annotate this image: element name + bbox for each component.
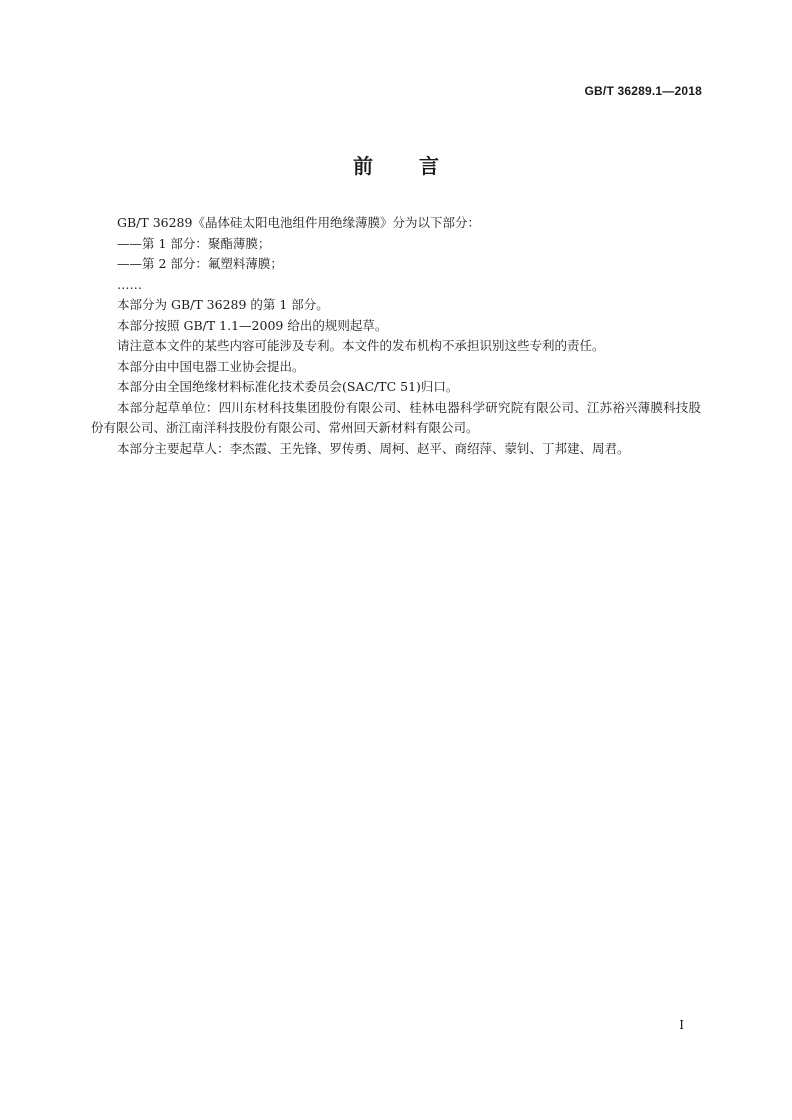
title-char-2: 言 [419, 154, 439, 178]
paragraph-committee: 本部分由全国绝缘材料标准化技术委员会(SAC/TC 51)归口。 [117, 379, 459, 394]
list-item-part-1: ——第 1 部分：聚酯薄膜； [117, 235, 271, 251]
paragraph-drafting-units: 本部分起草单位：四川东材科技集团股份有限公司、桂林电器科学研究院有限公司、江苏裕兴薄膜科技股份有限公司、浙江南洋科技股份有限公司、常州回天新材料有限公司。 [91, 399, 701, 435]
page-number: I [679, 1018, 684, 1032]
list-item-part-2: ——第 2 部分：氟塑料薄膜； [117, 256, 283, 271]
paragraph-intro: GB/T 36289《晶体硅太阳电池组件用绝缘薄膜》分为以下部分： [117, 215, 480, 230]
paragraph-part-scope: 本部分为 GB/T 36289 的第 1 部分。 [117, 297, 329, 312]
paragraph-drafting-rules: 本部分按照 GB/T 1.1—2009 给出的规则起草。 [117, 317, 388, 333]
standard-code: GB/T 36289.1—2018 [584, 84, 702, 98]
paragraph-patent-notice: 请注意本文件的某些内容可能涉及专利。本文件的发布机构不承担识别这些专利的责任。 [117, 338, 605, 353]
page-title [0, 150, 792, 179]
paragraph-drafters: 本部分主要起草人：李杰霞、王先锋、罗传勇、周柯、赵平、商绍萍、蒙钊、丁邦建、周君。 [117, 440, 630, 456]
list-ellipsis: …… [117, 276, 142, 292]
paragraph-proposer: 本部分由中国电器工业协会提出。 [117, 358, 305, 374]
foreword-body [91, 213, 701, 459]
title-char-1: 前 [353, 154, 373, 178]
